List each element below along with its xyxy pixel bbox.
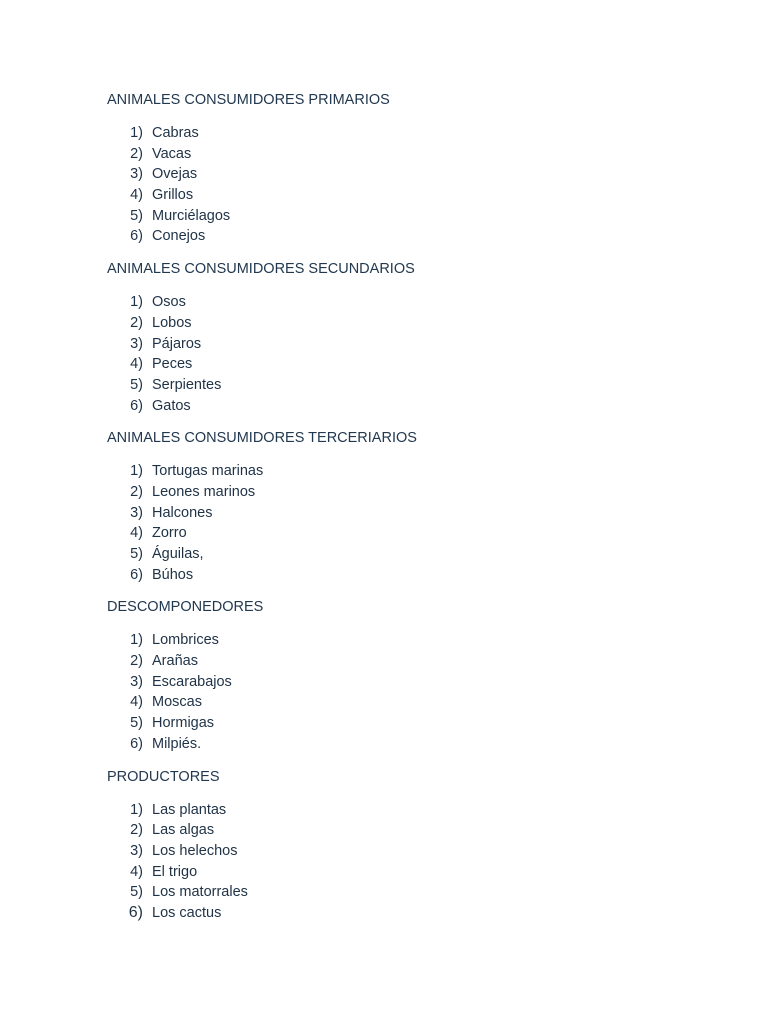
list-item-text: El trigo [152, 863, 198, 880]
list-item-text: Murciélagos [152, 207, 231, 224]
list-item-text: Las algas [152, 822, 215, 839]
list-item [107, 185, 707, 206]
list-number: 5) [130, 884, 143, 901]
list-number: 2) [130, 653, 143, 670]
list-number: 4) [130, 863, 143, 880]
list-item [107, 123, 707, 144]
list-item-text: Moscas [152, 694, 202, 711]
list-item-text: Milpiés. [152, 735, 202, 752]
list-number: 3) [130, 504, 143, 521]
list-number: 4) [130, 187, 143, 204]
list-number: 1) [130, 125, 143, 141]
list-number: 3) [130, 166, 143, 183]
list-number: 3) [130, 673, 143, 690]
list-number: 3) [130, 335, 143, 352]
list-item-text: Águilas, [152, 546, 204, 562]
list-number: 2) [130, 483, 143, 500]
list-item-text: Osos [152, 294, 186, 311]
list-item-text: Lobos [152, 314, 192, 331]
list-number: 3) [130, 842, 143, 859]
list-item [107, 503, 707, 524]
list-number: 1) [130, 632, 143, 649]
list-item-text: Arañas [152, 653, 198, 670]
list-item [107, 206, 707, 227]
list-item [107, 482, 707, 503]
list-item [107, 461, 707, 482]
list-item-text: Serpientes [152, 376, 222, 393]
list-item-text: Los matorrales [152, 884, 248, 901]
numbered-list [107, 292, 707, 416]
list-item [107, 734, 707, 755]
list-number: 6) [128, 903, 143, 921]
list-item-text: Los cactus [152, 904, 222, 921]
list-number: 6) [130, 397, 143, 414]
list-item-text: Leones marinos [152, 483, 256, 500]
list-item-text: Los helechos [152, 842, 238, 859]
list-item [107, 226, 707, 247]
list-item [107, 292, 707, 313]
section-consumidores-primarios [107, 90, 707, 247]
list-item [107, 820, 707, 841]
list-item [107, 313, 707, 334]
document-page [107, 90, 707, 936]
list-number: 1) [130, 801, 143, 818]
list-item [107, 800, 707, 821]
list-number: 2) [130, 314, 143, 331]
list-item-text: Tortugas marinas [152, 463, 264, 480]
section-descomponedores [107, 597, 707, 754]
list-item-text: Hormigas [152, 715, 215, 732]
list-item [107, 334, 707, 355]
list-item [107, 862, 707, 883]
list-number: 1) [130, 463, 143, 480]
list-item [107, 672, 707, 693]
list-number: 6) [130, 228, 143, 245]
list-item-text: Peces [152, 356, 193, 373]
list-number: 4) [130, 525, 143, 542]
list-number: 4) [130, 356, 143, 373]
list-item [107, 903, 707, 924]
list-item-text: Lombrices [152, 632, 219, 649]
numbered-list [107, 630, 707, 754]
list-item [107, 630, 707, 651]
list-item-text: Cabras [152, 125, 199, 141]
list-item [107, 882, 707, 903]
section-heading: ANIMALES CONSUMIDORES SECUNDARIOS [107, 261, 415, 278]
list-item-text: Las plantas [152, 801, 227, 818]
section-heading: DESCOMPONEDORES [107, 599, 264, 616]
list-number: 5) [130, 546, 143, 562]
list-item-text: Gatos [152, 397, 191, 414]
list-number: 2) [130, 822, 143, 839]
list-item [107, 354, 707, 375]
list-item-text: Halcones [152, 504, 213, 521]
numbered-list [107, 123, 707, 247]
list-item [107, 375, 707, 396]
list-item-text: Grillos [152, 187, 194, 204]
section-heading: ANIMALES CONSUMIDORES PRIMARIOS [107, 92, 390, 108]
list-item-text: Zorro [152, 525, 187, 542]
list-item-text: Escarabajos [152, 673, 232, 690]
list-number: 5) [130, 715, 143, 732]
list-item [107, 523, 707, 544]
list-item [107, 841, 707, 862]
section-heading: ANIMALES CONSUMIDORES TERCERIARIOS [107, 430, 417, 447]
list-item [107, 692, 707, 713]
numbered-list [107, 461, 707, 585]
section-heading: PRODUCTORES [107, 768, 220, 785]
list-number: 5) [130, 376, 143, 393]
section-consumidores-secundarios [107, 259, 707, 416]
list-item-text: Pájaros [152, 335, 202, 352]
list-item [107, 396, 707, 417]
section-consumidores-terciarios [107, 428, 707, 585]
list-number: 5) [130, 207, 143, 224]
section-productores [107, 767, 707, 924]
list-item [107, 651, 707, 672]
list-item [107, 544, 707, 565]
list-item [107, 144, 707, 165]
numbered-list [107, 800, 707, 924]
list-item-text: Ovejas [152, 166, 198, 183]
list-number: 1) [130, 294, 143, 311]
list-number: 6) [130, 735, 143, 752]
list-item [107, 565, 707, 586]
list-item-text: Búhos [152, 566, 194, 583]
list-item [107, 164, 707, 185]
list-number: 2) [130, 145, 143, 162]
list-item [107, 713, 707, 734]
list-number: 4) [130, 694, 143, 711]
list-number: 6) [130, 566, 143, 583]
list-item-text: Vacas [152, 145, 192, 162]
list-item-text: Conejos [152, 228, 206, 245]
